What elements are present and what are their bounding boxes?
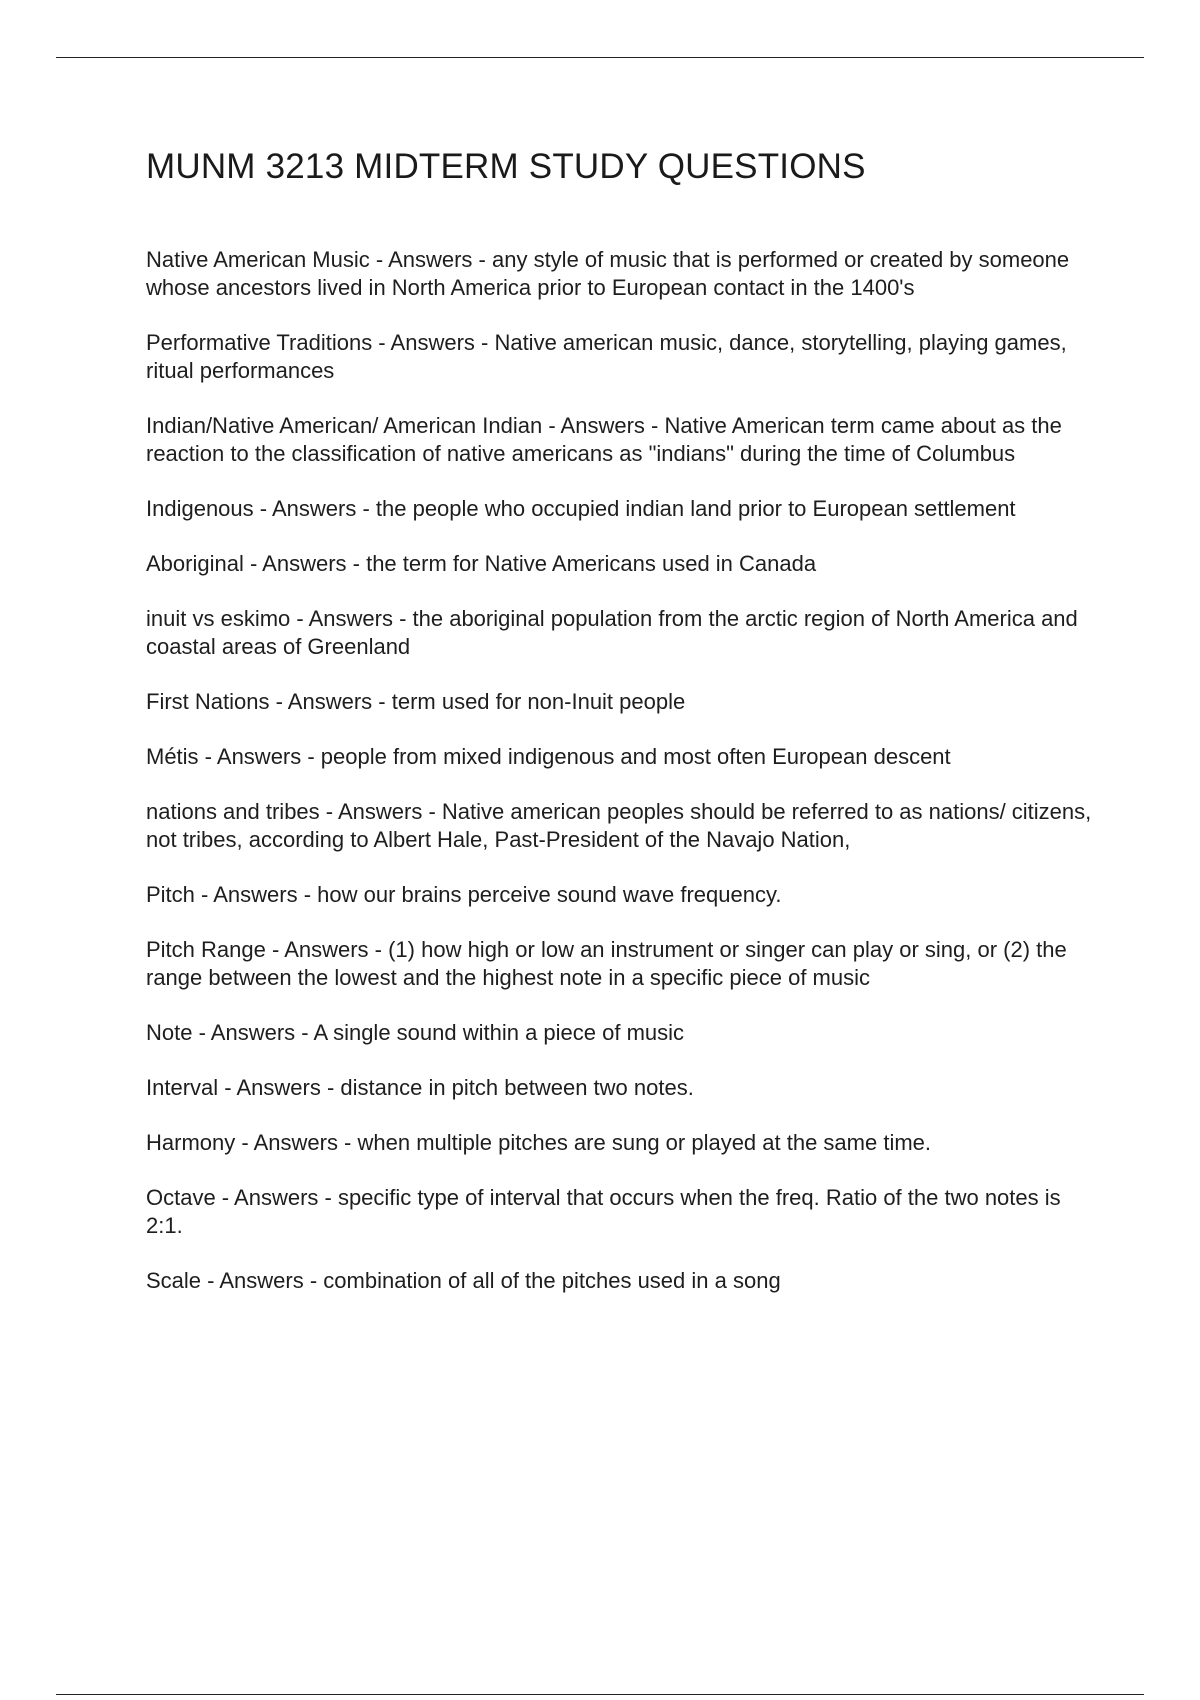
document-body: [146, 140, 1096, 1322]
study-entry: Harmony - Answers - when multiple pitches are sung or played at the same time.: [146, 1130, 932, 1155]
study-entry: Native American Music - Answers - any style of music that is performed or created by someone whose ancestors lived in North America prior to European contact in the 1400's: [146, 247, 1070, 300]
study-entry: Indigenous - Answers - the people who occupied indian land prior to European settlement: [146, 496, 1016, 521]
study-entry: Octave - Answers - specific type of interval that occurs when the freq. Ratio of the two notes is 2:1.: [146, 1185, 1061, 1238]
study-entry: Pitch - Answers - how our brains perceive sound wave frequency.: [146, 882, 782, 907]
study-entry: Performative Traditions - Answers - Native american music, dance, storytelling, playing games, ritual performances: [146, 330, 1067, 383]
study-entry: Métis - Answers - people from mixed indigenous and most often European descent: [146, 744, 951, 769]
study-entry: Scale - Answers - combination of all of the pitches used in a song: [146, 1268, 781, 1293]
top-divider: [56, 57, 1144, 58]
study-entry: inuit vs eskimo - Answers - the aboriginal population from the arctic region of North America and coastal areas of Greenland: [146, 606, 1078, 659]
study-entry: Aboriginal - Answers - the term for Native Americans used in Canada: [146, 551, 817, 576]
bottom-divider: [56, 1694, 1144, 1695]
study-entry: Interval - Answers - distance in pitch between two notes.: [146, 1075, 694, 1100]
study-entry: First Nations - Answers - term used for non-Inuit people: [146, 689, 686, 714]
study-entry: nations and tribes - Answers - Native american peoples should be referred to as nations/ citizens, not tribes, according to Albert Hale, Past-President of the Navajo Nation,: [146, 799, 1092, 852]
study-entry: Note - Answers - A single sound within a piece of music: [146, 1020, 685, 1045]
page-title: MUNM 3213 MIDTERM STUDY QUESTIONS: [146, 147, 866, 186]
study-entry: Indian/Native American/ American Indian - Answers - Native American term came about as the reaction to the classification of native americans as "indians" during the time of Columbus: [146, 413, 1062, 466]
study-entry: Pitch Range - Answers - (1) how high or low an instrument or singer can play or sing, or (2) the range between the lowest and the highest note in a specific piece of music: [146, 937, 1067, 990]
